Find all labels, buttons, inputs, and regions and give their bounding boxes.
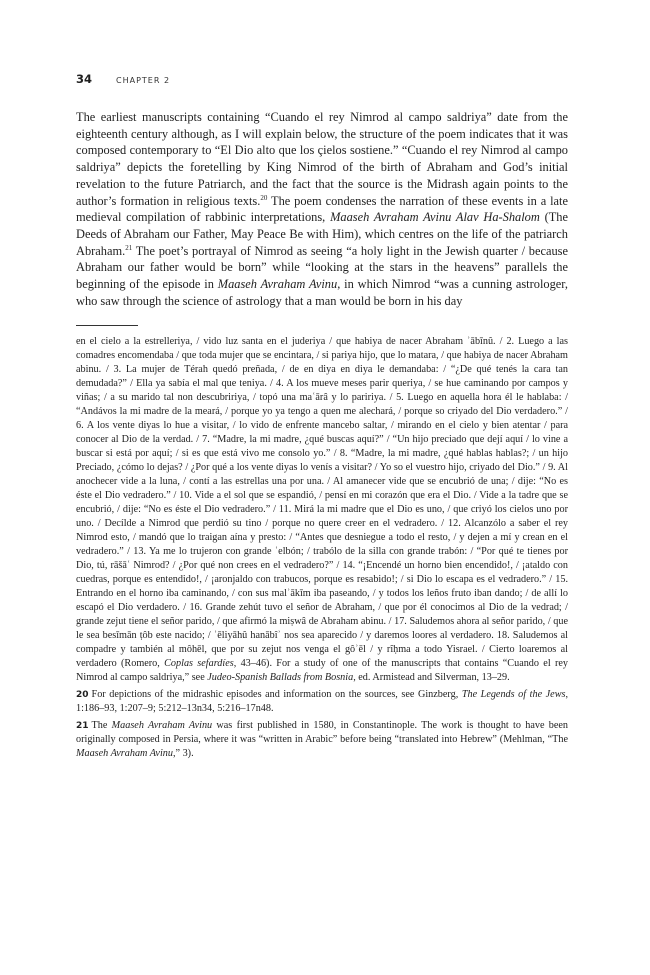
- footnote-text: For depictions of the midrashic episodes and information on the sources, see Ginzberg,: [91, 689, 462, 701]
- footnote-text: , 43–46). For a study of one of the manuscripts that contains “Cuando el rey Nimrod al campo saldriya,” see: [76, 658, 568, 684]
- work-title: Judeo-Spanish Ballads from Bosnia: [207, 672, 354, 684]
- work-title: Maaseh Avraham Avinu: [76, 748, 173, 760]
- page-number: 34: [76, 72, 93, 86]
- body-text: (The Deeds of Abraham our Father, May Peace Be with Him), which centres on the life of the patriarch Abraham.: [76, 210, 568, 258]
- footnote-number: 20: [76, 690, 89, 701]
- body-text: , in which Nimrod “was a cunning astrologer, who saw through the science of astrology that a man would be born in his day: [76, 277, 569, 308]
- work-title: Maaseh Avraham Avinu Alav Ha-Shalom: [330, 210, 540, 225]
- footnote-text: en el cielo a la estrelleriya, / vido luz santa en el juderiya / que habiya de nacer Abraham ʾābīnû. / 2. Luego a las comadres encomendaba / que toda mujer que se encintara, / si pariya hijo, que lo matara, / que habiya de nacer Abraham abinu. / 3. La mujer de Térah quedó preñada, / de en diya en diya le demandaba: / “¿De qué tenés la cara tan demudada?” / Ella ya sabía el mal que teniya. / 4. A los mueve meses parir queriya, / se hue caminando por campos y viñas; / a su marido tal non descubririya, / topó una maʿārâ y lo paririya. / 5. Luego en aquella hora él le hablaba: / “Andávos la mi madre de la meará, / porque yo ya tengo a quen me alechará, / porque so criyado del Dio verdadero.” / 6. A los vente diyas lo hue a visitar, / lo vido de enfrente mancebo saltar, / mirando en el cielo y bien atentar / para conocer al Dio de la verdad. / 7. “Madre, la mi madre, ¿qué buscas aquí?” / “Un hijo preciado que dejí aquí / lo vine a buscar si está por aquí; / si es que está vivo me consolo yo.” / 8. “Madre, la mi madre, ¿qué hablas hablas?; / un hijo Preciado, ¿cómo lo dejas? / ¿Por qué a los vente diyas lo venís a visitar? / Yo so el vuestro hijo, criyado del Dio.” / 9. Al anochecer vide a la luna, / contí a las estrellas una por una. / Al amanecer vide que se encubrió de una; / dije: “No es éste el Dio vedradero.” / 10. Vide a el sol que se espandió, / pensí en mi corazón que era el Dio. / Vide a la tadre que se encubrió, / dije: “No es éste el Dio vedradero.” / 11. Mirá la mi madre que el Dio es uno, / que criyó los cielos uno por uno. / Decílde a Nimrod que perdió su tino / porque no quere creer en el vedradero. / 12. Alcanzólo a saber el rey Nimrod esto, / mandó que lo traigan aína y presto: / “Antes que desniegue a todo el resto, / y dejen a mí y crean en el vedradero.” / 13. Ya me lo trujeron con grande ʿelbón; / trabólo de la silla con grande trabón: / “Por qué te tienes por Dio, tú, rāšāʿ Nimrod? / ¿Por qué non crees en el vedradero?” / 14. “¡Encendé un horno bien encendido!, / ¡ataldo con cuedras, porque es entendido!, / ¡aronjaldo con trabucos, porque es resabido!; / si Dio lo escapa es el vedradero.” / 15. Entrando en el horno iba caminando, / con sus malʾākīm iba paseando, / y todos los leños fruto iban dando; / de allí lo escapó el Dio verdadero. / 16. Grande zehút tuvo el señor de Abraham, / que por él conocimos al Dio de la vedrad; / grande zejut tiene el señor parido, / que afirmó la miṣwâ de Abraham abinu. / 17. Saludemos ahora al señor parido, / que le sea besīmān ṭôb este nacido; / ʾēliyāhû hanābîʾ nos sea aparecido / y daremos loores al verdadero. 18. Saludemos al compadre y también al môhēl, que por su zejut nos venga el gôʾēl / y rîḥma a todo Yisrael. / Cierto loaremos al verdadero (Romero,: [76, 336, 568, 670]
- body-text: The poem condenses the narration of these events in a late medieval compilation of rabbinic interpretations,: [76, 193, 568, 225]
- footnotes: [76, 335, 568, 761]
- footnote-number: 21: [76, 721, 89, 732]
- work-title: The Legends of the Jews: [461, 689, 566, 701]
- work-title: Maaseh Avraham Avinu: [111, 720, 213, 732]
- footnote-text: , 1:186–93, 1:207–9; 5:212–13n34, 5:216–17n48.: [76, 689, 568, 715]
- footnote-continuation: [76, 335, 568, 685]
- footnote-text: was first published in 1580, in Constantinople. The work is thought to have been originally composed in Persia, where it was “written in Arabic” before being “translated into Hebrew” (Mehlman, “The: [76, 720, 569, 746]
- running-head: [76, 72, 568, 90]
- body-paragraph: [76, 109, 568, 309]
- chapter-label: CHAPTER 2: [116, 76, 171, 85]
- work-title: Maaseh Avraham Avinu: [217, 277, 338, 292]
- footnote-text: , ed. Armistead and Silverman, 13–29.: [353, 672, 510, 684]
- body-text: The poet’s portrayal of Nimrod as seeing “a holy light in the Jewish quarter / because Abraham our father would be born” while “looking at the stars in the heavens” parallels the beginning of the episode in: [76, 243, 568, 292]
- work-title: Coplas sefardíes: [164, 658, 234, 670]
- footnote-21: [76, 719, 568, 761]
- footnote-ref-21[interactable]: 21: [125, 243, 133, 252]
- footnote-ref-20[interactable]: 20: [260, 193, 268, 202]
- footnote-text: ,” 3).: [172, 748, 194, 760]
- body-text: The earliest manuscripts containing “Cuando el rey Nimrod al campo saldriya” date from the eighteenth century although, as I will explain below, the structure of the poem indicates that it was composed contemporary to “El Dio alto que los çielos sostiene.” “Cuando el rey Nimrod al campo saldriya” depicts the foretelling by King Nimrod of the birth of Abraham and God’s initial revelation to the future Patriarch, and the fact that the source is the Midrash again points to the author’s formation in religious texts.: [76, 110, 568, 208]
- page: [76, 72, 568, 761]
- footnote-text: The: [91, 720, 112, 732]
- footnote-rule: [76, 325, 138, 326]
- footnote-20: [76, 688, 568, 716]
